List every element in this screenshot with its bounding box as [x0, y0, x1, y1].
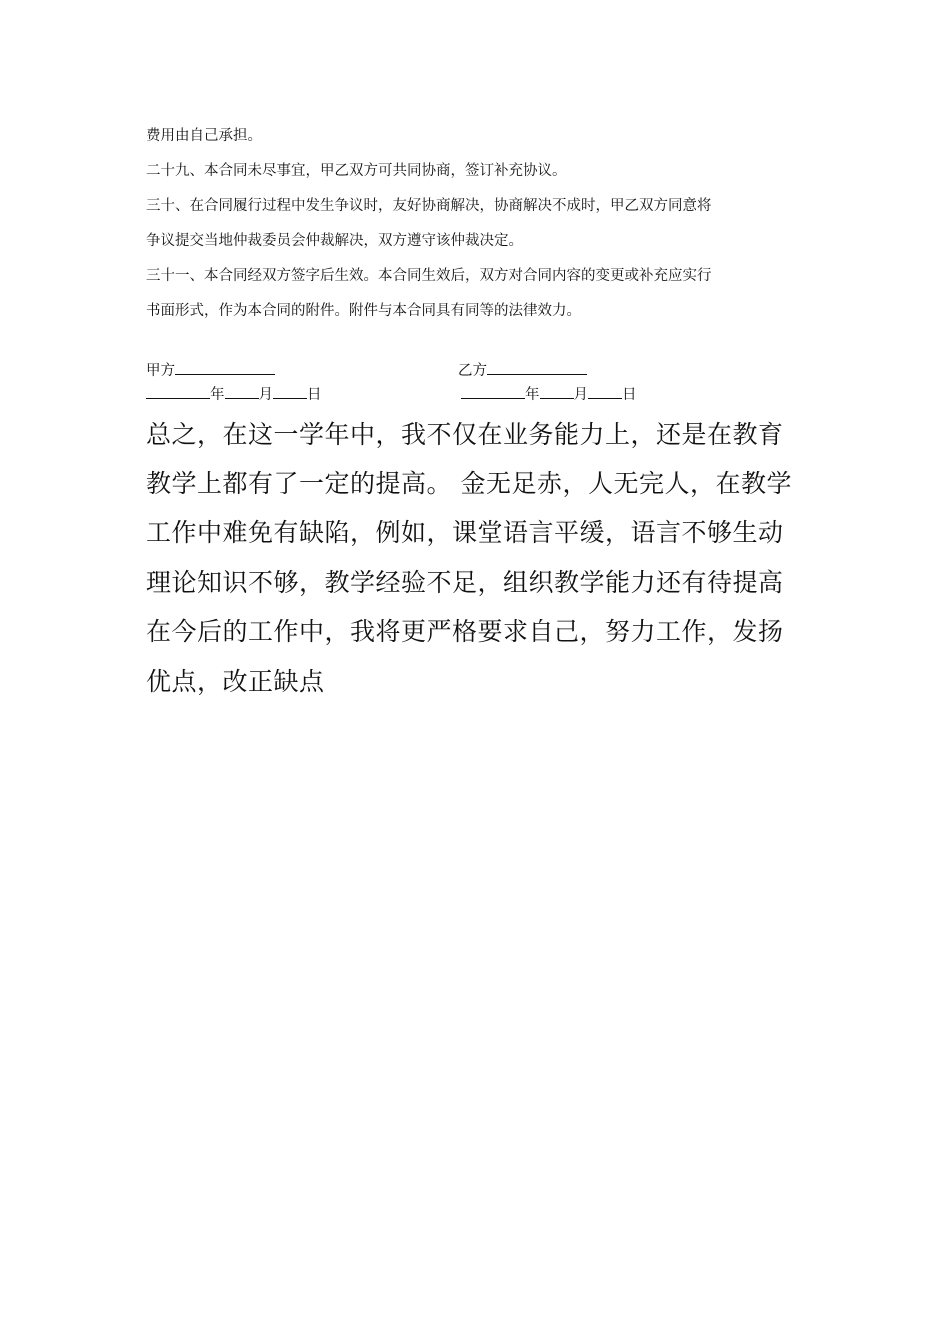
summary-line-1: 总之，在这一学年中，我不仅在业务能力上，还是在教育: [146, 420, 784, 449]
day-blank: [588, 386, 622, 399]
year-label: 年: [210, 387, 225, 403]
party-b-signature: [458, 362, 587, 379]
party-a-date: [146, 386, 322, 403]
month-label: 月: [573, 387, 588, 403]
party-b-date: [461, 386, 637, 403]
day-blank: [273, 386, 307, 399]
summary-line-5: 在今后的工作中，我将更严格要求自己，努力工作，发扬: [146, 617, 784, 646]
month-blank: [540, 386, 574, 399]
party-a-label: 甲方: [146, 363, 175, 379]
contract-line-2: 二十九、本合同未尽事宜，甲乙双方可共同协商，签订补充协议。: [146, 163, 567, 179]
contract-line-4: 争议提交当地仲裁委员会仲裁解决，双方遵守该仲裁决定。: [146, 233, 523, 249]
year-blank: [146, 386, 210, 399]
party-a-blank: [175, 362, 275, 375]
year-label: 年: [525, 387, 540, 403]
contract-line-1: 费用由自己承担。: [146, 128, 262, 144]
contract-line-5: 三十一、本合同经双方签字后生效。本合同生效后，双方对合同内容的变更或补充应实行: [146, 268, 712, 284]
party-a-signature: [146, 362, 275, 379]
contract-line-6: 书面形式，作为本合同的附件。附件与本合同具有同等的法律效力。: [146, 303, 581, 319]
summary-line-2: 教学上都有了一定的提高。 金无足赤，人无完人，在教学: [146, 469, 792, 498]
summary-line-3: 工作中难免有缺陷，例如，课堂语言平缓，语言不够生动: [146, 518, 784, 547]
day-label: 日: [307, 387, 322, 403]
summary-line-6: 优点，改正缺点: [146, 667, 325, 696]
party-b-label: 乙方: [458, 363, 487, 379]
party-b-blank: [487, 362, 587, 375]
day-label: 日: [622, 387, 637, 403]
month-label: 月: [258, 387, 273, 403]
contract-line-3: 三十、在合同履行过程中发生争议时，友好协商解决，协商解决不成时，甲乙双方同意将: [146, 198, 712, 214]
month-blank: [225, 386, 259, 399]
year-blank: [461, 386, 525, 399]
summary-line-4: 理论知识不够，教学经验不足，组织教学能力还有待提高: [146, 568, 784, 597]
